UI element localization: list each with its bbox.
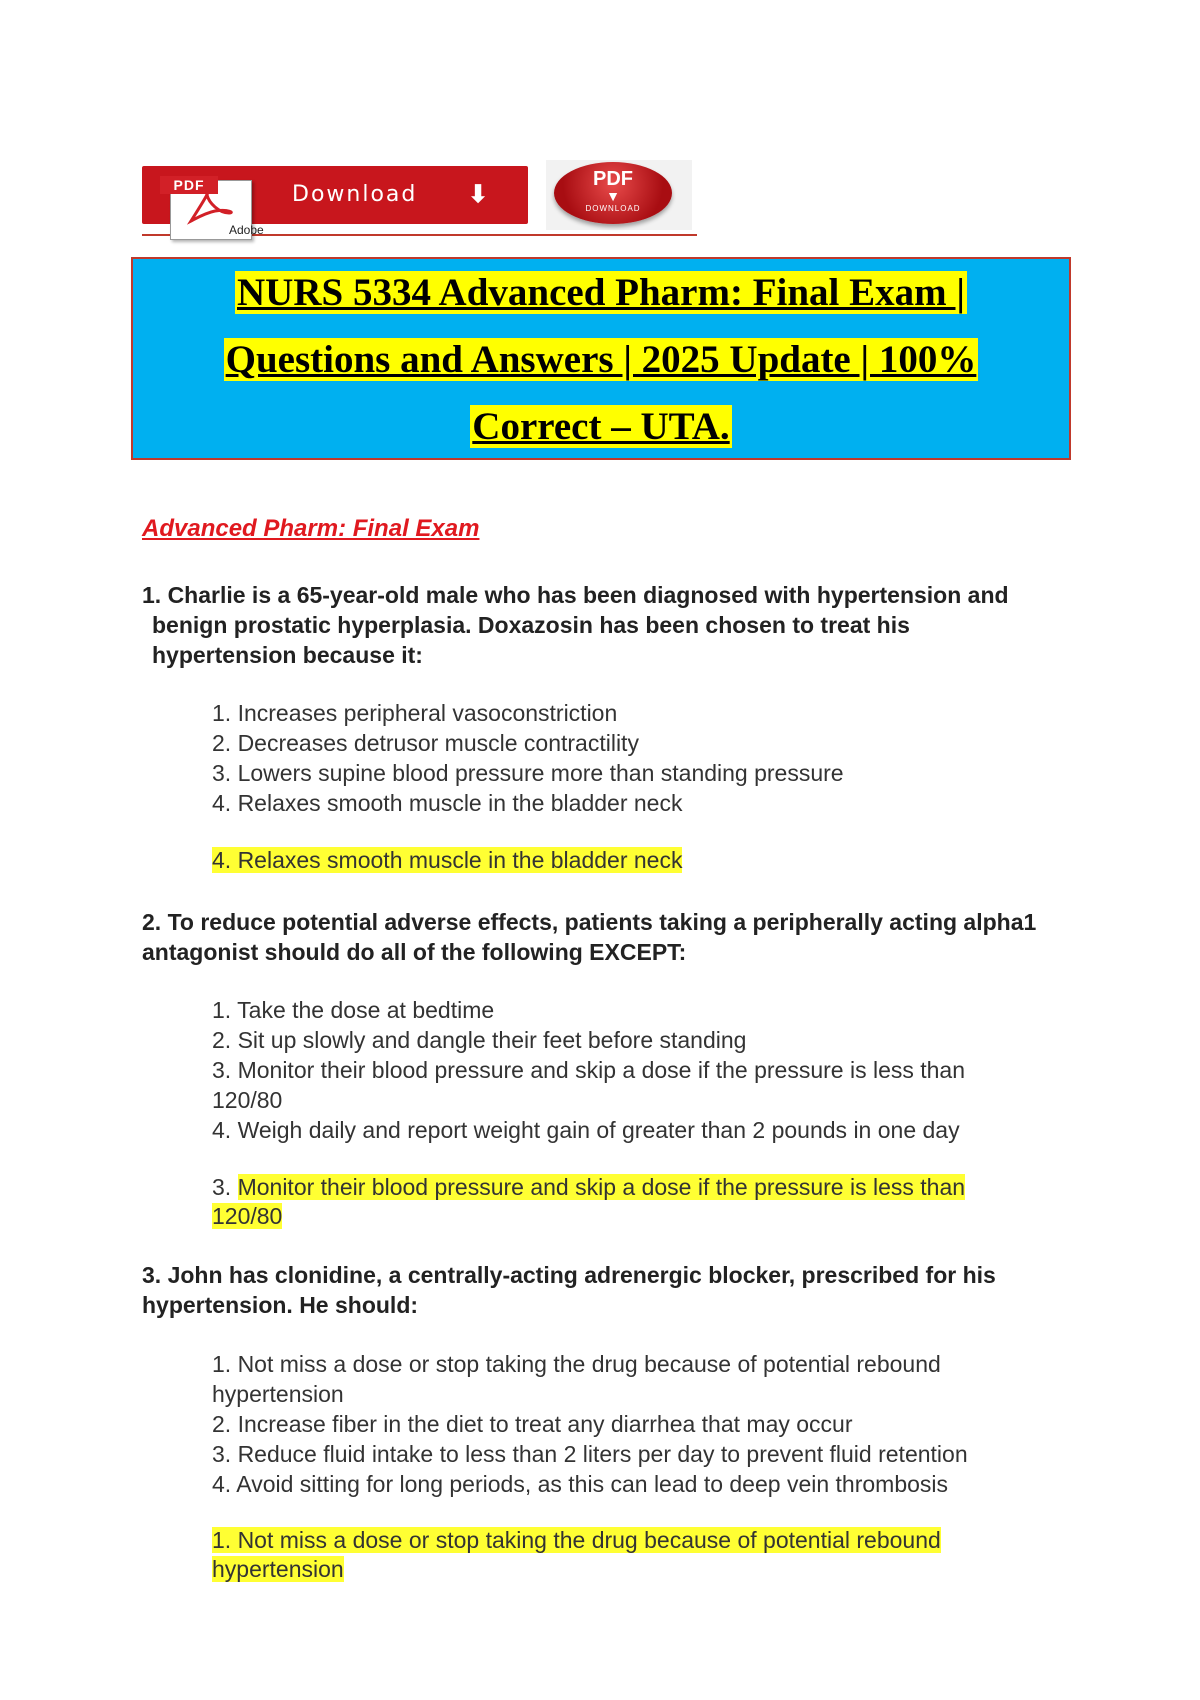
option: 4. Avoid sitting for long periods, as this can lead to deep vein thrombosis: [212, 1471, 949, 1497]
answer-highlight-continuation: hypertension: [212, 1556, 344, 1582]
download-banner[interactable]: [142, 160, 697, 236]
answer-highlight-continuation: 120/80: [212, 1203, 283, 1229]
download-button[interactable]: [142, 166, 528, 237]
question-1-line-3: hypertension because it:: [152, 642, 423, 668]
option: 2. Decreases detrusor muscle contractility: [212, 730, 639, 756]
option-continuation: 120/80: [212, 1087, 283, 1113]
download-arrow-icon: ⬇: [468, 181, 489, 208]
question-2-answer: [212, 1173, 965, 1231]
option: 1. Not miss a dose or stop taking the drug because of potential rebound: [212, 1351, 941, 1377]
answer-highlight: 1. Not miss a dose or stop taking the drug because of potential rebound: [212, 1527, 941, 1553]
option: 3. Monitor their blood pressure and skip a dose if the pressure is less than: [212, 1057, 966, 1083]
question-2-line-2: antagonist should do all of the following EXCEPT:: [142, 939, 687, 965]
answer-highlight: 4. Relaxes smooth muscle in the bladder neck: [212, 847, 683, 873]
option: 1. Take the dose at bedtime: [212, 997, 495, 1023]
question-1-line-2: benign prostatic hyperplasia. Doxazosin has been chosen to treat his: [152, 612, 910, 638]
option: 1. Increases peripheral vasoconstriction: [212, 700, 618, 726]
title-box: [131, 257, 1071, 460]
title-line-3: [133, 393, 1069, 460]
option: 2. Increase fiber in the diet to treat any diarrhea that may occur: [212, 1411, 853, 1437]
question-1: [142, 580, 1009, 670]
pdf-tag: PDF: [160, 176, 218, 194]
option: 4. Weigh daily and report weight gain of greater than 2 pounds in one day: [212, 1117, 960, 1143]
question-3-line-1: 3. John has clonidine, a centrally-acting adrenergic blocker, prescribed for his: [142, 1262, 996, 1288]
answer-highlight: Monitor their blood pressure and skip a dose if the pressure is less than: [237, 1174, 966, 1200]
option-continuation: hypertension: [212, 1381, 344, 1407]
title-line-2-text: Questions and Answers | 2025 Update | 100%: [225, 338, 977, 381]
question-1-answer: [212, 846, 682, 875]
question-3: [142, 1260, 996, 1320]
down-arrow-icon: ▼: [606, 188, 620, 204]
title-line-3-text: Correct – UTA.: [472, 405, 730, 448]
option: 3. Reduce fluid intake to less than 2 liters per day to prevent fluid retention: [212, 1441, 968, 1467]
adobe-label: Adobe: [229, 223, 264, 237]
pdf-badge-download-label: DOWNLOAD: [585, 204, 641, 213]
option: 4. Relaxes smooth muscle in the bladder neck: [212, 790, 683, 816]
option: 2. Sit up slowly and dangle their feet before standing: [212, 1027, 747, 1053]
title-line-2: [133, 326, 1069, 393]
section-heading: Advanced Pharm: Final Exam: [142, 515, 480, 542]
question-3-options: [212, 1349, 968, 1499]
question-3-line-2: hypertension. He should:: [142, 1292, 419, 1318]
option: 3. Lowers supine blood pressure more than standing pressure: [212, 760, 844, 786]
answer-prefix: 3.: [212, 1174, 232, 1200]
pdf-badge-label: PDF: [593, 168, 633, 190]
question-3-answer: [212, 1526, 941, 1584]
question-2-line-1: 2. To reduce potential adverse effects, patients taking a peripherally acting alpha1: [142, 909, 1037, 935]
pdf-download-badge[interactable]: [546, 160, 692, 230]
title-line-1-text: NURS 5334 Advanced Pharm: Final Exam |: [237, 271, 965, 314]
question-2-options: [212, 995, 965, 1145]
download-label: Download: [292, 182, 418, 207]
question-1-line-1: 1. Charlie is a 65-year-old male who has been diagnosed with hypertension and: [142, 582, 1009, 608]
question-2: [142, 907, 1036, 967]
question-1-options: [212, 698, 844, 818]
title-line-1: [133, 259, 1069, 326]
